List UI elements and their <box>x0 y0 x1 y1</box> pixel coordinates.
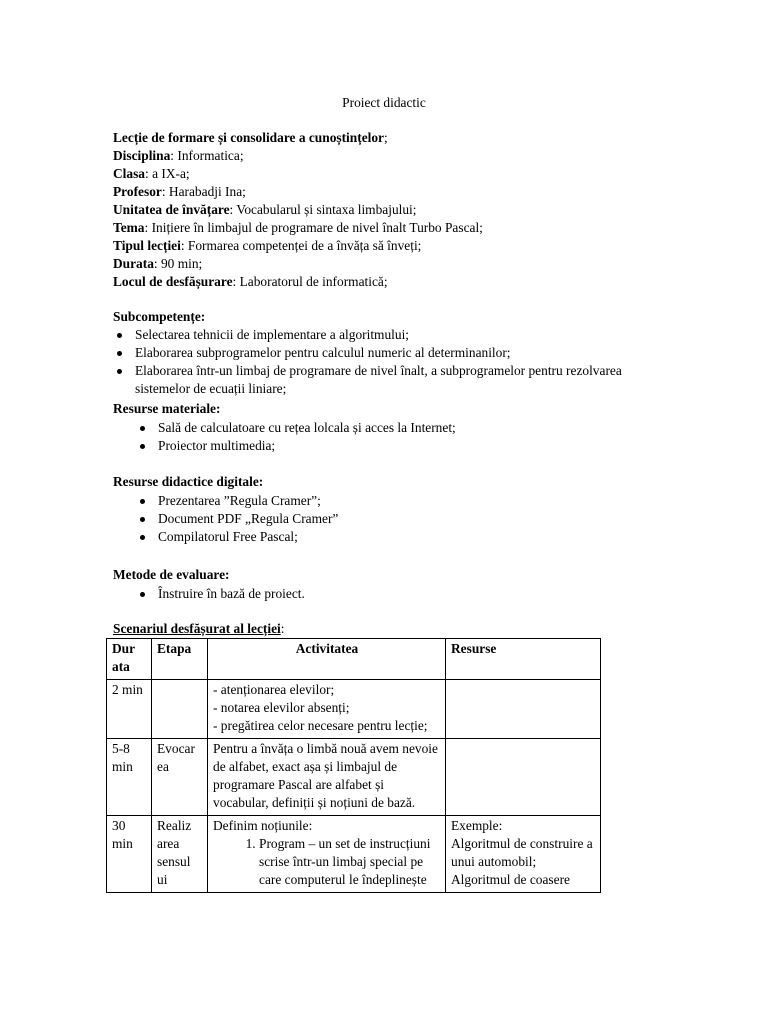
meta-value: ; <box>384 130 388 145</box>
list-item: 1. Program – un set de instrucțiuni scrise într-un limbaj special pe care computerul le îndeplinește <box>259 835 441 889</box>
cell-resurse <box>446 739 601 816</box>
scenariu-table <box>106 638 601 893</box>
meta-label: Tema <box>113 220 145 235</box>
cell-etapa: Realiz area sensul ui <box>152 816 208 893</box>
meta-tipul-lectiei <box>113 237 673 255</box>
scenariu-title: Scenariul desfășurat al lecției <box>113 621 281 636</box>
resurse-digitale-list <box>136 492 616 546</box>
activitate-line: - notarea elevilor absenți; <box>213 700 350 715</box>
scenariu-colon: : <box>280 621 285 636</box>
cell-activitate <box>208 816 446 893</box>
cell-etapa <box>152 680 208 739</box>
activitate-intro: Definim noțiunile: <box>213 818 313 833</box>
cell-durata: 5-8 min <box>107 739 152 816</box>
cell-etapa: Evocar ea <box>152 739 208 816</box>
list-item: Selectarea tehnicii de implementare a algoritmului; <box>113 326 633 344</box>
header-etapa: Etapa <box>152 639 208 680</box>
meta-value: : Harabadji Ina; <box>161 184 246 199</box>
cell-activitate <box>208 680 446 739</box>
table-row <box>107 816 601 893</box>
list-item: Prezentarea ”Regula Cramer”; <box>136 492 616 510</box>
lesson-metadata <box>113 129 673 291</box>
meta-value: : Inițiere în limbajul de programare de nivel înalt Turbo Pascal; <box>144 220 483 235</box>
meta-label: Locul de desfășurare <box>113 274 233 289</box>
meta-durata <box>113 255 673 273</box>
activitate-line: - atenționarea elevilor; <box>213 682 335 697</box>
cell-activitate: Pentru a învăța o limbă nouă avem nevoie de alfabet, exact așa și limbajul de programare Pascal are alfabet și vocabular, definiții și noțiuni de bază. <box>208 739 446 816</box>
cell-durata: 30 min <box>107 816 152 893</box>
subcompetente-list <box>113 326 633 398</box>
cell-durata: 2 min <box>107 680 152 739</box>
meta-label: Clasa <box>113 166 145 181</box>
meta-profesor <box>113 183 673 201</box>
list-item: Proiector multimedia; <box>136 437 616 455</box>
meta-value: : Formarea competenței de a învăța să înveți; <box>180 238 422 253</box>
resurse-digitale-heading: Resurse didactice digitale: <box>113 474 264 489</box>
resurse-line: Algoritmul de construire a unui automobil; <box>451 836 593 869</box>
list-item: Sală de calculatoare cu rețea lolcala și acces la Internet; <box>136 419 616 437</box>
table-row <box>107 680 601 739</box>
meta-value: : Laboratorul de informatică; <box>232 274 388 289</box>
meta-label: Profesor <box>113 184 162 199</box>
meta-clasa <box>113 165 673 183</box>
meta-label: Durata <box>113 256 154 271</box>
cell-resurse <box>446 680 601 739</box>
cell-resurse <box>446 816 601 893</box>
meta-value: : Vocabularul și sintaxa limbajului; <box>229 202 417 217</box>
document-title: Proiect didactic <box>342 95 426 110</box>
activitate-line: - pregătirea celor necesare pentru lecție; <box>213 718 428 733</box>
header-resurse: Resurse <box>446 639 601 680</box>
meta-disciplina <box>113 147 673 165</box>
meta-tema <box>113 219 673 237</box>
meta-label: Disciplina <box>113 148 171 163</box>
header-activitatea: Activitatea <box>208 639 446 680</box>
resurse-line: Exemple: <box>451 818 503 833</box>
scenariu-heading <box>113 620 284 638</box>
meta-label: Unitatea de învățare <box>113 202 230 217</box>
metode-list <box>136 585 616 603</box>
meta-locul <box>113 273 673 291</box>
list-item: Elaborarea subprogramelor pentru calculul numeric al determinanilor; <box>113 344 633 362</box>
meta-label: Lecție de formare și consolidare a cunoștințelor <box>113 130 384 145</box>
resurse-materiale-list <box>136 419 616 455</box>
meta-value: : a IX-a; <box>145 166 190 181</box>
list-item: Elaborarea într-un limbaj de programare de nivel înalt, a subprogramelor pentru rezolvarea sistemelor de ecuații liniare; <box>113 362 633 398</box>
list-item: Înstruire în bază de proiect. <box>136 585 616 603</box>
resurse-line: Algoritmul de coasere <box>451 872 570 887</box>
metode-heading: Metode de evaluare: <box>113 567 230 582</box>
meta-value: : 90 min; <box>153 256 203 271</box>
table-row <box>107 739 601 816</box>
resurse-materiale-heading: Resurse materiale: <box>113 401 221 416</box>
header-durata: Dur ata <box>107 639 152 680</box>
meta-value: : Informatica; <box>170 148 244 163</box>
meta-unitatea <box>113 201 673 219</box>
list-item: Compilatorul Free Pascal; <box>136 528 616 546</box>
meta-lectie <box>113 129 673 147</box>
subcompetente-heading: Subcompetențe: <box>113 309 206 324</box>
meta-label: Tipul lecției <box>113 238 181 253</box>
list-item: Document PDF „Regula Cramer” <box>136 510 616 528</box>
table-header-row <box>107 639 601 680</box>
definitions-list <box>213 835 441 889</box>
